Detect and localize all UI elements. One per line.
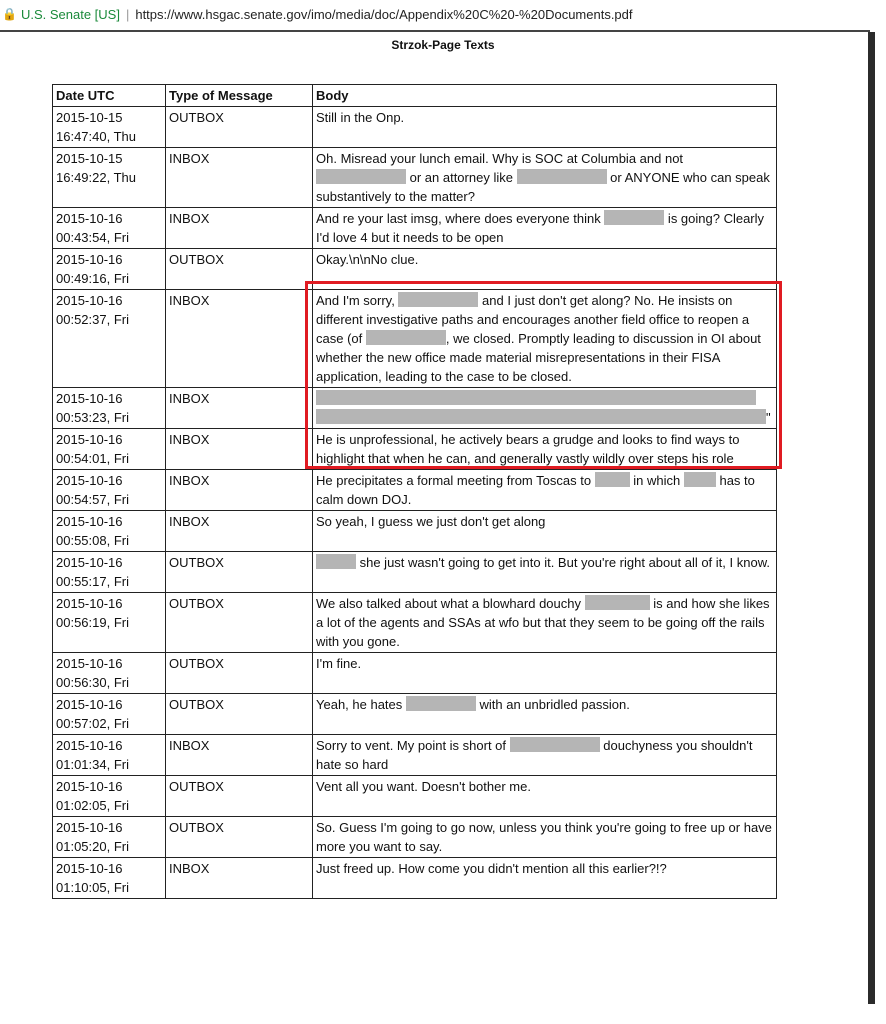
date-text: 2015-10-16 bbox=[56, 211, 123, 226]
body-text: or an attorney like bbox=[406, 170, 517, 185]
redaction-block bbox=[517, 169, 607, 184]
redaction-block bbox=[604, 210, 664, 225]
cell-body bbox=[313, 593, 777, 653]
cell-type: OUTBOX bbox=[166, 694, 313, 735]
cell-date bbox=[53, 694, 166, 735]
cell-date bbox=[53, 249, 166, 290]
cell-date bbox=[53, 552, 166, 593]
cell-type: OUTBOX bbox=[166, 817, 313, 858]
body-text: or ANYONE who can speak substantively to the matter? bbox=[316, 170, 770, 204]
table-row bbox=[53, 735, 777, 776]
date-text: 2015-10-15 bbox=[56, 110, 123, 125]
cell-body bbox=[313, 694, 777, 735]
table-row bbox=[53, 148, 777, 208]
cell-type: INBOX bbox=[166, 148, 313, 208]
viewer-scrollbar[interactable] bbox=[868, 32, 875, 1004]
date-text: 2015-10-16 bbox=[56, 391, 123, 406]
body-text: Sorry to vent. My point is short of bbox=[316, 738, 510, 753]
cell-body bbox=[313, 511, 777, 552]
cell-date bbox=[53, 653, 166, 694]
header-type: Type of Message bbox=[166, 85, 313, 107]
body-text: He precipitates a formal meeting from Toscas to bbox=[316, 473, 595, 488]
cell-body bbox=[313, 208, 777, 249]
cell-date bbox=[53, 735, 166, 776]
cell-body bbox=[313, 817, 777, 858]
time-text: 16:47:40, Thu bbox=[56, 129, 136, 144]
cell-body bbox=[313, 858, 777, 899]
time-text: 00:55:17, Fri bbox=[56, 574, 129, 589]
body-text: Vent all you want. Doesn't bother me. bbox=[316, 779, 531, 794]
body-text: He is unprofessional, he actively bears a grudge and looks to find ways to highlight that when he can, and generally vastly wildly over steps his role bbox=[316, 432, 740, 466]
table-row bbox=[53, 107, 777, 148]
time-text: 00:49:16, Fri bbox=[56, 271, 129, 286]
messages-table bbox=[52, 84, 777, 899]
cell-date bbox=[53, 208, 166, 249]
cell-type: INBOX bbox=[166, 290, 313, 388]
date-text: 2015-10-16 bbox=[56, 293, 123, 308]
cell-type: INBOX bbox=[166, 429, 313, 470]
redaction-block bbox=[595, 472, 630, 487]
time-text: 01:10:05, Fri bbox=[56, 880, 129, 895]
body-text: has to calm down DOJ. bbox=[316, 473, 755, 507]
cell-date bbox=[53, 776, 166, 817]
date-text: 2015-10-16 bbox=[56, 514, 123, 529]
table-row bbox=[53, 208, 777, 249]
redaction-block bbox=[510, 737, 600, 752]
time-text: 00:53:23, Fri bbox=[56, 410, 129, 425]
body-text: and I just don't get along? No. He insists on different investigative paths and encourages another field office to reopen a case (of bbox=[316, 293, 750, 346]
lock-icon: 🔒 bbox=[2, 7, 17, 21]
time-text: 01:01:34, Fri bbox=[56, 757, 129, 772]
cell-date bbox=[53, 290, 166, 388]
time-text: 00:56:30, Fri bbox=[56, 675, 129, 690]
table-row bbox=[53, 593, 777, 653]
header-body: Body bbox=[313, 85, 777, 107]
cell-date bbox=[53, 429, 166, 470]
time-text: 00:43:54, Fri bbox=[56, 230, 129, 245]
date-text: 2015-10-16 bbox=[56, 252, 123, 267]
date-text: 2015-10-16 bbox=[56, 779, 123, 794]
cell-body bbox=[313, 148, 777, 208]
redaction-block bbox=[316, 169, 406, 184]
body-text: , we closed. Promptly leading to discussion in OI about whether the new office made material misrepresentations in their FISA application, leading to the case to be closed. bbox=[316, 331, 761, 384]
body-text: " bbox=[766, 410, 771, 425]
cell-type: OUTBOX bbox=[166, 593, 313, 653]
document-title: Strzok-Page Texts bbox=[391, 38, 495, 52]
security-label: U.S. Senate [US] bbox=[20, 6, 120, 22]
date-text: 2015-10-16 bbox=[56, 697, 123, 712]
body-text: is and how she likes a lot of the agents and SSAs at wfo but that they seem to be going off the rails with you gone. bbox=[316, 596, 770, 649]
header-date: Date UTC bbox=[53, 85, 166, 107]
time-text: 01:05:20, Fri bbox=[56, 839, 129, 854]
body-text: I'm fine. bbox=[316, 656, 362, 671]
table-row bbox=[53, 776, 777, 817]
body-text: Still in the Onp. bbox=[316, 110, 405, 125]
body-text: We also talked about what a blowhard douchy bbox=[316, 596, 585, 611]
cell-type: INBOX bbox=[166, 511, 313, 552]
cell-type: OUTBOX bbox=[166, 776, 313, 817]
body-text: And re your last imsg, where does everyone think bbox=[316, 211, 605, 226]
cell-date bbox=[53, 470, 166, 511]
cell-body bbox=[313, 653, 777, 694]
cell-type: INBOX bbox=[166, 735, 313, 776]
time-text: 00:54:57, Fri bbox=[56, 492, 129, 507]
date-text: 2015-10-16 bbox=[56, 555, 123, 570]
table-row bbox=[53, 817, 777, 858]
table-row bbox=[53, 552, 777, 593]
cell-type: OUTBOX bbox=[166, 249, 313, 290]
table-row bbox=[53, 653, 777, 694]
cell-body bbox=[313, 776, 777, 817]
time-text: 00:57:02, Fri bbox=[56, 716, 129, 731]
body-text: So yeah, I guess we just don't get along bbox=[316, 514, 546, 529]
body-text: in which bbox=[629, 473, 684, 488]
date-text: 2015-10-16 bbox=[56, 473, 123, 488]
time-text: 00:55:08, Fri bbox=[56, 533, 129, 548]
date-text: 2015-10-16 bbox=[56, 738, 123, 753]
cell-date bbox=[53, 593, 166, 653]
body-text: So. Guess I'm going to go now, unless you think you're going to free up or have more you want to say. bbox=[316, 820, 772, 854]
body-text: with an unbridled passion. bbox=[475, 697, 630, 712]
redaction-block bbox=[316, 554, 356, 569]
cell-body bbox=[313, 107, 777, 148]
time-text: 00:52:37, Fri bbox=[56, 312, 129, 327]
redaction-block bbox=[684, 472, 716, 487]
body-text: And I'm sorry, bbox=[316, 293, 399, 308]
cell-date bbox=[53, 858, 166, 899]
body-text: Okay.\n\nNo clue. bbox=[316, 252, 419, 267]
date-text: 2015-10-16 bbox=[56, 432, 123, 447]
address-separator: | bbox=[125, 6, 130, 22]
viewer-top-border bbox=[0, 30, 870, 32]
body-text: Yeah, he hates bbox=[316, 697, 406, 712]
time-text: 01:02:05, Fri bbox=[56, 798, 129, 813]
cell-type: INBOX bbox=[166, 208, 313, 249]
cell-type: OUTBOX bbox=[166, 653, 313, 694]
date-text: 2015-10-16 bbox=[56, 596, 123, 611]
table-header-row bbox=[53, 85, 777, 107]
cell-type: OUTBOX bbox=[166, 107, 313, 148]
cell-date bbox=[53, 107, 166, 148]
redaction-block bbox=[585, 595, 650, 610]
date-text: 2015-10-16 bbox=[56, 656, 123, 671]
address-bar[interactable] bbox=[0, 0, 886, 28]
cell-date bbox=[53, 511, 166, 552]
body-text: is going? Clearly I'd love 4 but it needs to be open bbox=[316, 211, 765, 245]
table-row bbox=[53, 694, 777, 735]
table-row bbox=[53, 470, 777, 511]
cell-date bbox=[53, 388, 166, 429]
body-text: Just freed up. How come you didn't mention all this earlier?!? bbox=[316, 861, 667, 876]
date-text: 2015-10-16 bbox=[56, 861, 123, 876]
cell-body bbox=[313, 552, 777, 593]
table-row bbox=[53, 511, 777, 552]
cell-date bbox=[53, 148, 166, 208]
date-text: 2015-10-15 bbox=[56, 151, 123, 166]
time-text: 00:54:01, Fri bbox=[56, 451, 129, 466]
cell-type: OUTBOX bbox=[166, 552, 313, 593]
time-text: 00:56:19, Fri bbox=[56, 615, 129, 630]
time-text: 16:49:22, Thu bbox=[56, 170, 136, 185]
body-text: she just wasn't going to get into it. But you're right about all of it, I know. bbox=[356, 555, 770, 570]
cell-body bbox=[313, 735, 777, 776]
date-text: 2015-10-16 bbox=[56, 820, 123, 835]
table-row bbox=[53, 858, 777, 899]
red-highlight-box bbox=[305, 281, 782, 469]
cell-type: INBOX bbox=[166, 470, 313, 511]
cell-date bbox=[53, 817, 166, 858]
url-text[interactable]: https://www.hsgac.senate.gov/imo/media/doc/Appendix%20C%20-%20Documents.pdf bbox=[135, 6, 633, 22]
cell-type: INBOX bbox=[166, 388, 313, 429]
cell-type: INBOX bbox=[166, 858, 313, 899]
redaction-block bbox=[406, 696, 476, 711]
body-text: douchyness you shouldn't hate so hard bbox=[316, 738, 753, 772]
cell-body bbox=[313, 470, 777, 511]
body-text: Oh. Misread your lunch email. Why is SOC at Columbia and not bbox=[316, 151, 684, 166]
